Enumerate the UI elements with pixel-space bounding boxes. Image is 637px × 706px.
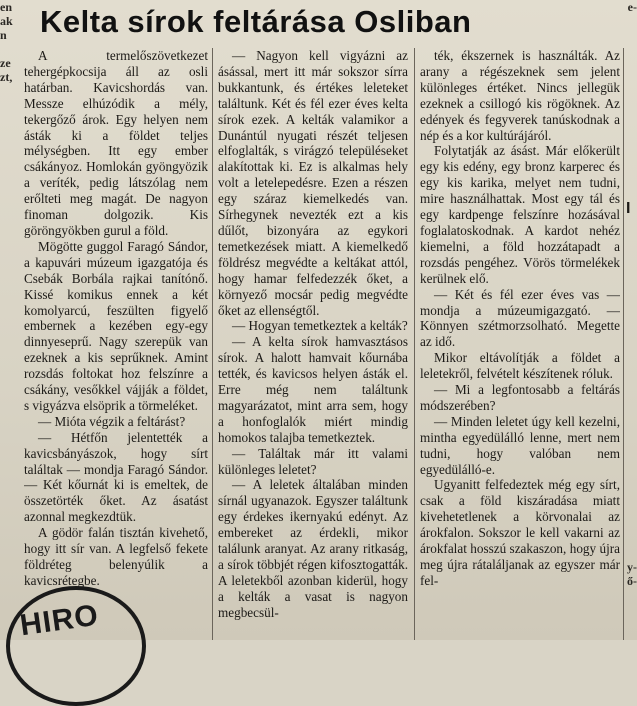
edge-text-fragment bbox=[625, 252, 637, 266]
edge-text-fragment bbox=[0, 84, 18, 98]
edge-text-fragment bbox=[625, 28, 637, 42]
edge-text-fragment bbox=[625, 14, 637, 28]
edge-text-fragment: y- bbox=[627, 560, 637, 574]
article-paragraph: Ugyanitt felfedeztek még egy sírt, csak a föld kiszáradása miatt kivehetetlenek a körvonalai az árokfalon. Sokszor le kell vakarni az árokfalat hosszú szakaszon, hogy újra meg újra rátaláljanak az egyszer már fel- bbox=[420, 477, 620, 588]
edge-text-fragment bbox=[625, 406, 637, 420]
edge-text-fragment bbox=[0, 504, 18, 518]
edge-text-fragment: ze bbox=[0, 56, 11, 70]
article-column-2 bbox=[218, 48, 408, 640]
edge-text-fragment bbox=[0, 518, 18, 532]
article-paragraph: — A leletek általában minden sírnál ugyanazok. Egyszer találtunk egy érdekes ikernyakú edényt. Az embereket az érdekli, mikor találunk aranyat. Az arany ritkaság, a sírok többjét régen kifosztogatták. A leletekből azonban kiderül, hogy a kelták a vasat is nagyon megbecsül- bbox=[218, 477, 408, 620]
edge-text-fragment bbox=[0, 280, 18, 294]
column-divider bbox=[414, 48, 415, 640]
edge-text-fragment bbox=[625, 84, 637, 98]
article-paragraph: — Nagyon kell vigyázni az ásással, mert itt már sokszor sírra bukkantunk, és értékes leleteket találtunk. Két és fél ezer éves kelta sírok ezek. A kelták valamikor a Dunántúl nyugati részét teljesen elfoglalták, s virágzó településeket alakítottak ki. Ez is alkalmas hely volt a letelepedésre. Ezen a részen egy száraz kiemelkedés van. Sírhegynek nevezték ezt a kis dűlőt, bizonyára az egykori temetkezések miatt. A kiemelkedő földrész megvédte a keltákat attól, hogy hamar felfedezzék őket, a környező mocsár pedig megvédte őket az ellenségtől. bbox=[218, 48, 408, 318]
edge-text-fragment bbox=[625, 294, 637, 308]
edge-text-fragment bbox=[625, 224, 637, 238]
edge-text-fragment bbox=[625, 504, 637, 518]
edge-text-fragment bbox=[625, 56, 637, 70]
edge-text-fragment bbox=[0, 126, 18, 140]
article-paragraph: — Két és fél ezer éves vas — mondja a múzeumigazgató. — Könnyen szétmorzsolható. Megette az idő. bbox=[420, 286, 620, 350]
edge-text-fragment bbox=[0, 406, 18, 420]
edge-text-fragment bbox=[0, 490, 18, 504]
edge-text-fragment: zt, bbox=[0, 70, 13, 84]
edge-text-fragment bbox=[0, 350, 18, 364]
edge-text-fragment bbox=[0, 266, 18, 280]
article-paragraph: — Találtak már itt valami különleges leletet? bbox=[218, 445, 408, 477]
stamp-logo-text: HIRO bbox=[18, 598, 101, 643]
edge-text-fragment bbox=[0, 574, 18, 588]
edge-text-fragment bbox=[0, 560, 18, 574]
edge-text-fragment bbox=[0, 476, 18, 490]
article-paragraph: ték, ékszernek is használták. Az arany a régészeknek sem jelent különleges értéket. Nincs jellegük ezeknek a csillogó kis rögöknek. Az edények és fegyverek tanúskodnak a nép és a kor kultúrájáról. bbox=[420, 48, 620, 143]
edge-text-fragment bbox=[625, 378, 637, 392]
edge-text-fragment bbox=[625, 448, 637, 462]
edge-text-fragment: n bbox=[0, 28, 7, 42]
edge-text-fragment bbox=[0, 168, 18, 182]
edge-text-fragment bbox=[0, 154, 18, 168]
edge-text-fragment bbox=[625, 322, 637, 336]
article-column-3 bbox=[420, 48, 620, 640]
edge-text-fragment bbox=[0, 182, 18, 196]
edge-text-fragment bbox=[625, 70, 637, 84]
edge-text-fragment bbox=[625, 266, 637, 280]
edge-text-fragment bbox=[0, 420, 18, 434]
edge-text-fragment bbox=[625, 42, 637, 56]
article-paragraph: — Mióta végzik a feltárást? bbox=[38, 413, 186, 429]
column-divider bbox=[623, 48, 624, 640]
article-headline: Kelta sírok feltárása Osliban bbox=[40, 4, 472, 39]
article-paragraph: — Mi a legfontosabb a feltárás módszerében? bbox=[420, 382, 620, 413]
edge-text-fragment bbox=[625, 462, 637, 476]
edge-text-fragment bbox=[0, 238, 18, 252]
edge-text-fragment bbox=[0, 210, 18, 224]
edge-text-fragment bbox=[625, 168, 637, 182]
edge-text-fragment bbox=[625, 532, 637, 546]
edge-text-fragment bbox=[0, 322, 18, 336]
edge-text-fragment bbox=[625, 154, 637, 168]
edge-text-fragment bbox=[0, 224, 18, 238]
edge-text-fragment bbox=[625, 280, 637, 294]
edge-text-fragment bbox=[625, 140, 637, 154]
edge-text-fragment: ak bbox=[0, 14, 13, 28]
left-edge-column-fragment bbox=[0, 0, 18, 640]
article-paragraph: Mikor eltávolítják a földet a leletekről, felvételt készítenek róluk. bbox=[420, 350, 620, 382]
edge-text-fragment bbox=[0, 294, 18, 308]
edge-text-fragment bbox=[625, 112, 637, 126]
edge-text-fragment bbox=[0, 392, 18, 406]
article-paragraph: A gödör falán tisztán kivehető, hogy itt sír van. A legfelső fekete földréteg belenyúlik a kavicsrétegbe. bbox=[24, 525, 208, 588]
edge-text-fragment bbox=[625, 420, 637, 434]
edge-text-fragment bbox=[0, 378, 18, 392]
edge-text-fragment bbox=[625, 238, 637, 252]
edge-text-fragment bbox=[0, 196, 18, 210]
edge-text-fragment bbox=[0, 112, 18, 126]
edge-text-fragment bbox=[0, 98, 18, 112]
edge-text-fragment bbox=[625, 182, 637, 196]
edge-text-fragment bbox=[625, 98, 637, 112]
edge-text-fragment bbox=[625, 490, 637, 504]
edge-text-fragment bbox=[625, 518, 637, 532]
edge-text-fragment: e- bbox=[627, 0, 637, 14]
edge-text-fragment bbox=[0, 532, 18, 546]
article-paragraph: A termelőszövetkezet tehergépkocsija áll az osli határban. Kavicshordás van. Messze elhúzódik a mély, tekergőző árok. Egy helyen nem ásták ki a földet teljes mélységben. Itt egy ember csákányoz. Homlokán gyöngyözik a veríték, pedig látszólag nem erőlteti meg magát. De nagyon finoman dolgozik. Kis göröngyökben gurul a föld. bbox=[24, 48, 208, 238]
edge-text-fragment bbox=[625, 350, 637, 364]
article-paragraph: — Hogyan temetkeztek a kelták? bbox=[232, 318, 408, 334]
edge-text-fragment bbox=[625, 392, 637, 406]
edge-text-fragment bbox=[0, 364, 18, 378]
column-divider bbox=[212, 48, 213, 640]
edge-text-fragment bbox=[625, 546, 637, 560]
article-paragraph: — Hétfőn jelentették a kavicsbányászok, hogy sírt találtak — mondja Faragó Sándor. — Két kőurnát ki is emeltek, de összetörték őket. Az ásatást azonnal megkezdtük. bbox=[24, 429, 208, 525]
edge-text-fragment bbox=[0, 308, 18, 322]
edge-text-fragment: en bbox=[0, 0, 12, 14]
edge-text-fragment bbox=[625, 434, 637, 448]
edge-text-fragment bbox=[625, 476, 637, 490]
edge-text-fragment bbox=[0, 462, 18, 476]
edge-text-fragment bbox=[625, 308, 637, 322]
edge-text-fragment bbox=[0, 448, 18, 462]
edge-text-fragment bbox=[0, 546, 18, 560]
edge-text-fragment bbox=[625, 336, 637, 350]
article-paragraph: — A kelta sírok hamvasztásos sírok. A halott hamvait kőurnába tették, és kavicsos helyen ásták el. Erre még nem találtunk magyarázatot, mint arra sem, hogy a honfoglalók miért mindig homokos talajba temetkeztek. bbox=[218, 334, 408, 445]
article-paragraph: Mögötte guggol Faragó Sándor, a kapuvári múzeum igazgatója és Csebák Borbála rajkai tanítónő. Kissé komikus ennek a két komolyarcú, feszülten figyelő embernek a kezében egy-egy dinnyeseprű. Nagy szerepük van ezeknek a kis seprűknek. Amint rozsdás foltokat hoz felszínre a csákány, vesőkkel vájják a földet, s vigyázva elsöprik a törmeléket. bbox=[24, 238, 208, 413]
article-paragraph: — Minden leletet úgy kell kezelni, mintha egyedülálló lenne, mert nem tudni, hogy valóban nem egyedülálló-e. bbox=[420, 413, 620, 477]
edge-text-fragment bbox=[625, 364, 637, 378]
edge-text-fragment bbox=[625, 126, 637, 140]
edge-text-fragment: ő- bbox=[627, 574, 637, 588]
edge-text-fragment bbox=[0, 252, 18, 266]
edge-text-fragment bbox=[0, 140, 18, 154]
right-edge-column-fragment bbox=[625, 0, 637, 640]
adjacent-article-heading-fragment: I bbox=[626, 200, 631, 217]
edge-text-fragment bbox=[0, 336, 18, 350]
article-paragraph: Folytatják az ásást. Már előkerült egy kis edény, egy bronz karperec és egy kis karika, melyet nem tudni, mire használhattak. Most egy tál és egy kardpenge felszínre hozásával foglalatoskodnak. A kardot nehéz kiemelni, a föld hozzátapadt a rozsdás pengéhez. Vörös törmelékek kerülnek elő. bbox=[420, 143, 620, 286]
edge-text-fragment bbox=[0, 42, 18, 56]
article-column-1 bbox=[24, 48, 208, 616]
edge-text-fragment bbox=[0, 434, 18, 448]
